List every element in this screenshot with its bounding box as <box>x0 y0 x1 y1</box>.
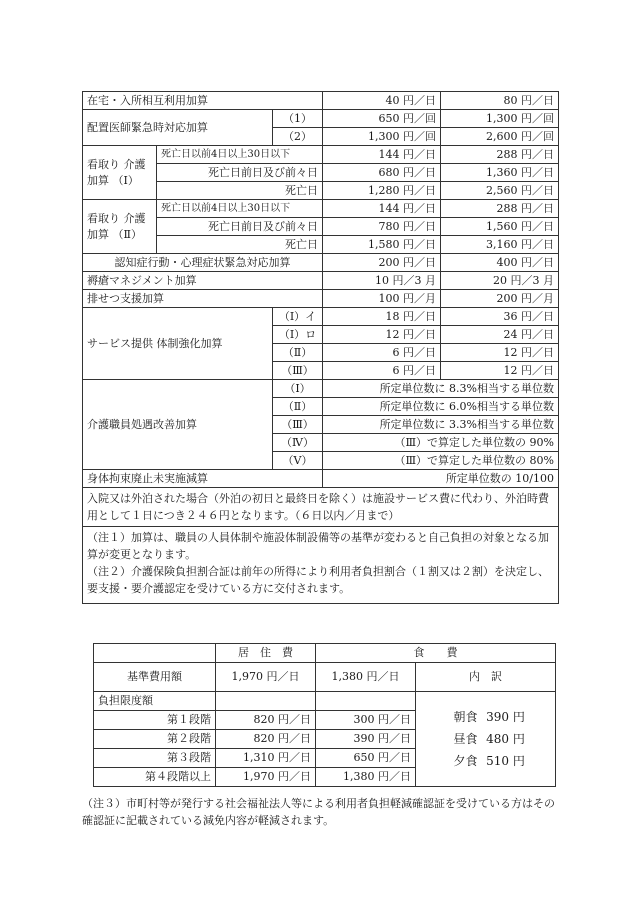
fee-2割: 400 円／日 <box>441 254 559 272</box>
table-row <box>94 663 556 692</box>
table-row <box>83 488 559 527</box>
fee-2割: 1,300 円／回 <box>441 110 559 128</box>
kijun-label: 基準費用額 <box>94 663 216 692</box>
table-row <box>83 272 559 290</box>
fee-2割: 288 円／日 <box>441 200 559 218</box>
fee-2割: 24 円／日 <box>441 326 559 344</box>
level-kyoju: 820 円／日 <box>216 730 316 749</box>
fee-1割: 680 円／日 <box>323 164 441 182</box>
table-row <box>83 308 559 326</box>
table-row <box>83 200 559 218</box>
table-row <box>83 380 559 398</box>
row-label: 身体拘束廃止未実施減算 <box>83 470 323 488</box>
sub-label: （Ⅰ） <box>273 380 323 398</box>
header-shokuhi: 食 費 <box>316 644 556 663</box>
row-label: 排せつ支援加算 <box>83 290 323 308</box>
meal-item <box>420 728 551 750</box>
sub-label: 死亡日 <box>157 182 323 200</box>
row-label: 看取り 介護加算 （Ⅰ） <box>83 146 157 200</box>
fee-1割: 100 円／月 <box>323 290 441 308</box>
note-1: （注１）加算は、職員の人員体制や施設体制設備等の基準が変わると自己負担の対象となる加算が変更となります。 <box>87 531 549 561</box>
table-row <box>94 692 556 711</box>
fee-value: 所定単位数の 10/100 <box>323 470 559 488</box>
header-kyoju: 居 住 費 <box>216 644 316 663</box>
uchiwake-label: 内 訳 <box>416 663 556 692</box>
fee-1割: 6 円／日 <box>323 344 441 362</box>
blank <box>316 692 416 711</box>
fee-2割: 12 円／日 <box>441 344 559 362</box>
meal-name: 昼食 <box>453 732 478 746</box>
meal-price: 390 円 <box>486 710 525 724</box>
fee-1割: 6 円／日 <box>323 362 441 380</box>
meal-item <box>420 706 551 728</box>
level-kyoju: 820 円／日 <box>216 711 316 730</box>
row-label: 看取り 介護加算 （Ⅱ） <box>83 200 157 254</box>
meal-name: 朝食 <box>453 710 478 724</box>
living-cost-table <box>93 643 556 787</box>
fee-value: 所定単位数に 3.3%相当する単位数 <box>323 416 559 434</box>
fee-2割: 2,560 円／日 <box>441 182 559 200</box>
sub-label: （1） <box>273 110 323 128</box>
notes-cell <box>83 527 559 604</box>
fee-1割: 144 円／日 <box>323 200 441 218</box>
level-shokuhi: 1,380 円／日 <box>316 768 416 787</box>
sub-label: （Ⅲ） <box>273 362 323 380</box>
sub-label: （Ⅰ）イ <box>273 308 323 326</box>
additional-fee-table <box>82 91 559 604</box>
level-label: 第４段階以上 <box>94 768 216 787</box>
row-label: 認知症行動・心理症状緊急対応加算 <box>83 254 323 272</box>
row-label: 褥瘡マネジメント加算 <box>83 272 323 290</box>
meal-item <box>420 750 551 772</box>
sub-label: 死亡日 <box>157 236 323 254</box>
fee-2割: 12 円／日 <box>441 362 559 380</box>
fee-1割: 1,280 円／日 <box>323 182 441 200</box>
gendo-label: 負担限度額 <box>94 692 216 711</box>
sub-label: （2） <box>273 128 323 146</box>
sub-label: 死亡日前日及び前々日 <box>157 164 323 182</box>
row-label: 在宅・入所相互利用加算 <box>83 92 323 110</box>
fee-2割: 36 円／日 <box>441 308 559 326</box>
hospitalization-note: 入院又は外泊された場合（外泊の初日と最終日を除く）は施設サービス費に代わり、外泊時費用として１日につき２４６円となります。（６日以内／月まで） <box>83 488 559 527</box>
sub-label: 死亡日以前4日以上30日以下 <box>157 146 323 164</box>
sub-label: 死亡日以前4日以上30日以下 <box>157 200 323 218</box>
row-label: サービス提供 体制強化加算 <box>83 308 273 380</box>
fee-value: （Ⅲ）で算定した単位数の 90% <box>323 434 559 452</box>
fee-1割: 12 円／日 <box>323 326 441 344</box>
meal-price: 480 円 <box>486 732 525 746</box>
level-kyoju: 1,310 円／日 <box>216 749 316 768</box>
fee-value: 所定単位数に 8.3%相当する単位数 <box>323 380 559 398</box>
level-kyoju: 1,970 円／日 <box>216 768 316 787</box>
sub-label: 死亡日前日及び前々日 <box>157 218 323 236</box>
fee-1割: 200 円／日 <box>323 254 441 272</box>
kijun-shokuhi: 1,380 円／日 <box>316 663 416 692</box>
fee-2割: 288 円／日 <box>441 146 559 164</box>
level-shokuhi: 390 円／日 <box>316 730 416 749</box>
meal-name: 夕食 <box>453 754 478 768</box>
fee-1割: 780 円／日 <box>323 218 441 236</box>
fee-2割: 1,560 円／日 <box>441 218 559 236</box>
level-label: 第２段階 <box>94 730 216 749</box>
fee-2割: 20 円／3 月 <box>441 272 559 290</box>
note-2: （注２）介護保険負担割合証は前年の所得により利用者負担割合（１割又は２割）を決定し、要支援・要介護認定を受けている方に交付されます。 <box>87 565 549 595</box>
sub-label: （Ⅰ）ロ <box>273 326 323 344</box>
level-shokuhi: 650 円／日 <box>316 749 416 768</box>
fee-1割: 144 円／日 <box>323 146 441 164</box>
fee-1割: 40 円／日 <box>323 92 441 110</box>
sub-label: （Ⅱ） <box>273 344 323 362</box>
fee-1割: 18 円／日 <box>323 308 441 326</box>
level-shokuhi: 300 円／日 <box>316 711 416 730</box>
table-row <box>83 146 559 164</box>
fee-2割: 200 円／月 <box>441 290 559 308</box>
row-label: 介護職員処遇改善加算 <box>83 380 273 470</box>
fee-1割: 1,580 円／日 <box>323 236 441 254</box>
fee-value: 所定単位数に 6.0%相当する単位数 <box>323 398 559 416</box>
sub-label: （Ⅳ） <box>273 434 323 452</box>
fee-2割: 1,360 円／日 <box>441 164 559 182</box>
fee-1割: 1,300 円／回 <box>323 128 441 146</box>
table-row <box>94 644 556 663</box>
table-row <box>83 92 559 110</box>
fee-2割: 2,600 円／回 <box>441 128 559 146</box>
level-label: 第３段階 <box>94 749 216 768</box>
fee-2割: 3,160 円／日 <box>441 236 559 254</box>
sub-label: （Ⅴ） <box>273 452 323 470</box>
fee-1割: 10 円／3 月 <box>323 272 441 290</box>
table-row <box>83 527 559 604</box>
sub-label: （Ⅱ） <box>273 398 323 416</box>
row-label: 配置医師緊急時対応加算 <box>83 110 273 146</box>
table-row <box>83 254 559 272</box>
kijun-kyoju: 1,970 円／日 <box>216 663 316 692</box>
meal-price: 510 円 <box>486 754 525 768</box>
header-blank <box>94 644 216 663</box>
table-row <box>83 470 559 488</box>
fee-2割: 80 円／日 <box>441 92 559 110</box>
blank <box>216 692 316 711</box>
table-row <box>83 290 559 308</box>
level-label: 第１段階 <box>94 711 216 730</box>
table-row <box>83 110 559 128</box>
fee-value: （Ⅲ）で算定した単位数の 80% <box>323 452 559 470</box>
sub-label: （Ⅲ） <box>273 416 323 434</box>
note-3: （注３）市町村等が発行する社会福祉法人等による利用者負担軽減確認証を受けている方はその確認証に記載されている減免内容が軽減されます。 <box>82 797 555 827</box>
meal-breakdown <box>416 692 556 787</box>
fee-1割: 650 円／回 <box>323 110 441 128</box>
